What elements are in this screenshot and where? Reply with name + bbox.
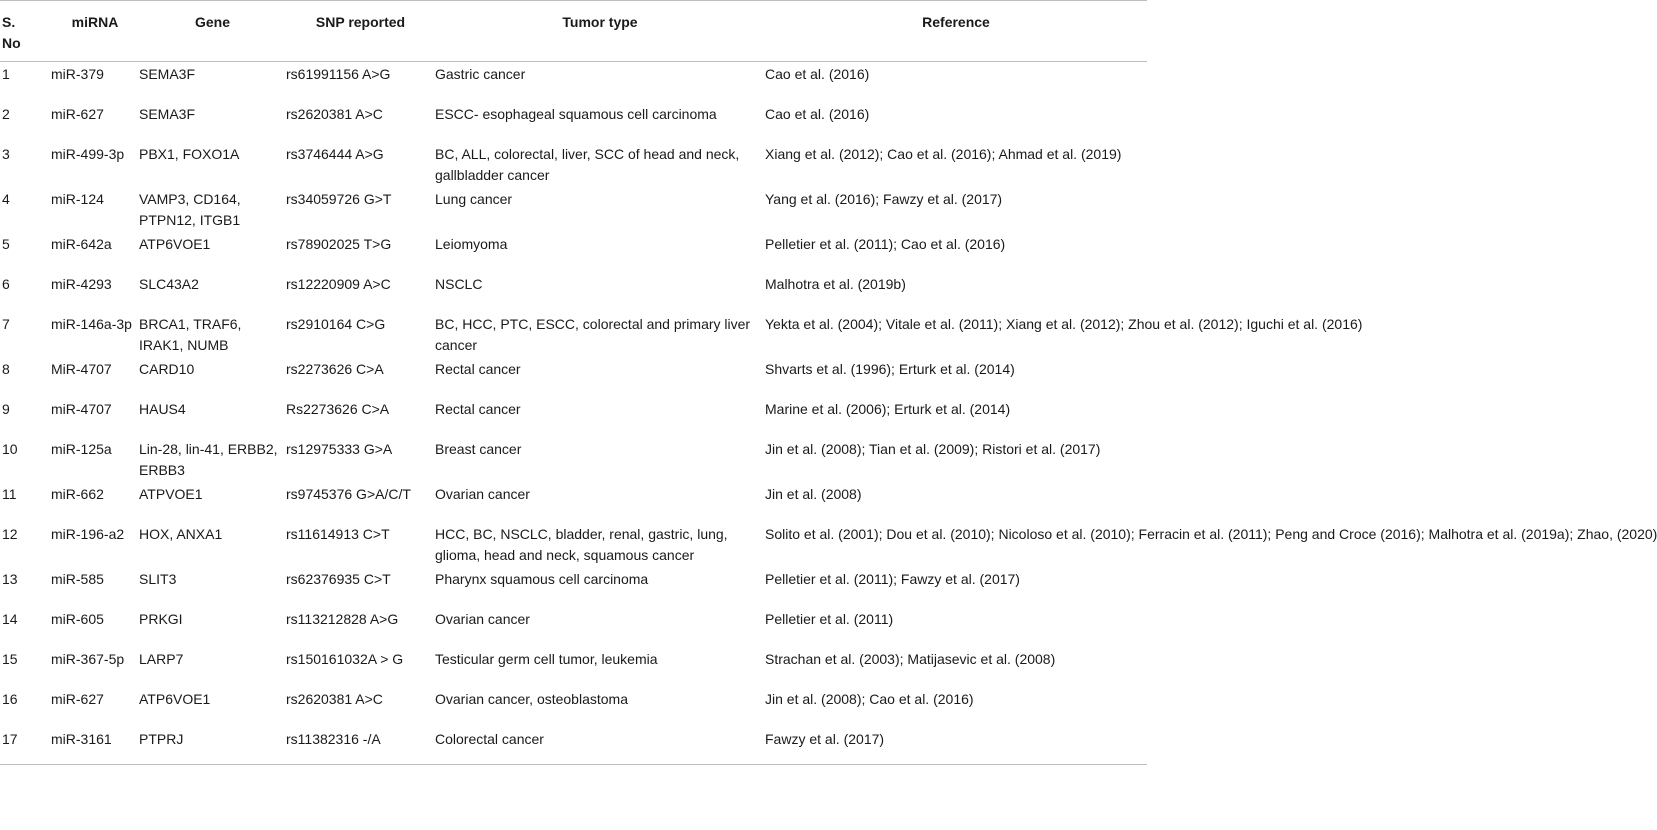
reference-cell: Pelletier et al. (2011); Fawzy et al. (2017) xyxy=(765,570,1020,587)
snp-cell: rs3746444 A>G xyxy=(286,145,384,162)
mirna-cell: miR-379 xyxy=(51,66,104,82)
mirna-cell: miR-499-3p xyxy=(51,145,125,162)
table-row xyxy=(0,232,1147,272)
table-row xyxy=(0,272,1147,312)
sno-cell: 8 xyxy=(2,360,10,377)
mirna-cell: miR-367-5p xyxy=(51,650,125,667)
reference-cell: Yang et al. (2016); Fawzy et al. (2017) xyxy=(765,190,1003,207)
table-row xyxy=(0,102,1147,142)
sno-cell: 13 xyxy=(2,570,18,587)
table-row xyxy=(0,687,1147,727)
mirna-cell: miR-124 xyxy=(51,190,104,207)
sno-cell: 5 xyxy=(2,235,10,252)
table-row xyxy=(0,62,1147,102)
tumor-type-cell: ESCC- esophageal squamous cell carcinoma xyxy=(435,105,717,122)
reference-cell: Marine et al. (2006); Erturk et al. (2014) xyxy=(765,400,1011,417)
mirna-cell: miR-642a xyxy=(51,235,112,252)
mirna-cell: miR-585 xyxy=(51,570,104,587)
table-row xyxy=(0,357,1147,397)
reference-cell: Cao et al. (2016) xyxy=(765,66,870,82)
reference-cell: Fawzy et al. (2017) xyxy=(765,730,885,747)
gene-cell: BRCA1, TRAF6, IRAK1, NUMB xyxy=(139,315,242,353)
header-reference: Reference xyxy=(922,14,990,30)
gene-cell: HAUS4 xyxy=(139,400,186,417)
table-row xyxy=(0,607,1147,647)
mirna-cell: miR-196-a2 xyxy=(51,525,125,542)
sno-cell: 11 xyxy=(2,485,17,502)
gene-cell: HOX, ANXA1 xyxy=(139,525,223,542)
reference-cell: Jin et al. (2008); Cao et al. (2016) xyxy=(765,690,974,707)
tumor-type-cell: Breast cancer xyxy=(435,440,522,457)
table-row xyxy=(0,482,1147,522)
table-row xyxy=(0,397,1147,437)
header-tumor-type: Tumor type xyxy=(562,14,638,30)
tumor-type-cell: HCC, BC, NSCLC, bladder, renal, gastric, lung, glioma, head and neck, squamous cancer xyxy=(435,525,728,563)
tumor-type-cell: Colorectal cancer xyxy=(435,730,544,747)
snp-cell: rs78902025 T>G xyxy=(286,235,392,252)
sno-cell: 3 xyxy=(2,145,10,162)
gene-cell: SLIT3 xyxy=(139,570,177,587)
mirna-cell: miR-4707 xyxy=(51,400,112,417)
tumor-type-cell: Ovarian cancer, osteoblastoma xyxy=(435,690,628,707)
sno-cell: 10 xyxy=(2,440,18,457)
tumor-type-cell: NSCLC xyxy=(435,275,483,292)
reference-cell: Jin et al. (2008); Tian et al. (2009); Ristori et al. (2017) xyxy=(765,440,1101,457)
snp-cell: rs61991156 A>G xyxy=(286,66,391,82)
sno-cell: 7 xyxy=(2,315,10,332)
snp-cell: rs2273626 C>A xyxy=(286,360,384,377)
tumor-type-cell: Rectal cancer xyxy=(435,400,521,417)
reference-cell: Pelletier et al. (2011) xyxy=(765,610,894,627)
gene-cell: VAMP3, CD164, PTPN12, ITGB1 xyxy=(139,190,241,228)
mirna-cell: miR-627 xyxy=(51,105,104,122)
gene-cell: PTPRJ xyxy=(139,730,184,747)
mirna-cell: miR-627 xyxy=(51,690,104,707)
snp-cell: rs11614913 C>T xyxy=(286,525,390,542)
tumor-type-cell: Lung cancer xyxy=(435,190,513,207)
table-header xyxy=(0,1,1147,62)
gene-cell: Lin-28, lin-41, ERBB2, ERBB3 xyxy=(139,440,278,478)
tumor-type-cell: Gastric cancer xyxy=(435,66,526,82)
mirna-cell: miR-125a xyxy=(51,440,112,457)
gene-cell: ATP6VOE1 xyxy=(139,235,211,252)
sno-cell: 2 xyxy=(2,105,10,122)
header-snp: SNP reported xyxy=(315,14,406,30)
snp-cell: rs2620381 A>C xyxy=(286,105,383,122)
sno-cell: 12 xyxy=(2,525,18,542)
tumor-type-cell: Testicular germ cell tumor, leukemia xyxy=(435,650,658,667)
mirna-cell: MiR-4707 xyxy=(51,360,112,377)
reference-cell: Malhotra et al. (2019b) xyxy=(765,275,906,292)
mirna-cell: miR-146a-3p xyxy=(51,315,132,332)
tumor-type-cell: Ovarian cancer xyxy=(435,485,530,502)
table-body xyxy=(0,62,1657,765)
reference-cell: Cao et al. (2016) xyxy=(765,105,870,122)
sno-cell: 17 xyxy=(2,730,18,747)
table-row xyxy=(0,437,1147,482)
gene-cell: ATPVOE1 xyxy=(139,485,203,502)
sno-cell: 14 xyxy=(2,610,18,627)
snp-cell: Rs2273626 C>A xyxy=(286,400,390,417)
reference-cell: Solito et al. (2001); Dou et al. (2010); Nicoloso et al. (2010); Ferracin et al. (2011); Peng and Croce (2016); Malhotra et al. (2019a); Zhao, (2020) xyxy=(765,525,1657,542)
table-row xyxy=(0,647,1147,687)
gene-cell: SEMA3F xyxy=(139,105,196,122)
tumor-type-cell: Rectal cancer xyxy=(435,360,521,377)
sno-cell: 1 xyxy=(2,66,10,82)
gene-cell: SLC43A2 xyxy=(139,275,199,292)
snp-cell: rs62376935 C>T xyxy=(286,570,391,587)
mirna-cell: miR-3161 xyxy=(51,730,112,747)
snp-cell: rs150161032A > G xyxy=(286,650,404,667)
header-mirna: miRNA xyxy=(71,14,119,30)
reference-cell: Yekta et al. (2004); Vitale et al. (2011); Xiang et al. (2012); Zhou et al. (2012); Iguchi et al. (2016) xyxy=(765,315,1363,332)
snp-cell: rs9745376 G>A/C/T xyxy=(286,485,411,502)
header-sno: S. No xyxy=(2,14,21,51)
sno-cell: 9 xyxy=(2,400,10,417)
snp-cell: rs12220909 A>C xyxy=(286,275,391,292)
gene-cell: PBX1, FOXO1A xyxy=(139,145,240,162)
tumor-type-cell: BC, ALL, colorectal, liver, SCC of head and neck, gallbladder cancer xyxy=(435,145,740,183)
table-row xyxy=(0,312,1147,357)
mirna-cell: miR-605 xyxy=(51,610,104,627)
gene-cell: ATP6VOE1 xyxy=(139,690,211,707)
table-row xyxy=(0,567,1147,607)
sno-cell: 16 xyxy=(2,690,18,707)
snp-cell: rs113212828 A>G xyxy=(286,610,399,627)
reference-cell: Xiang et al. (2012); Cao et al. (2016); Ahmad et al. (2019) xyxy=(765,145,1122,162)
sno-cell: 4 xyxy=(2,190,10,207)
table-row xyxy=(0,187,1147,232)
snp-cell: rs2620381 A>C xyxy=(286,690,383,707)
snp-cell: rs12975333 G>A xyxy=(286,440,393,457)
table-row xyxy=(0,727,1147,765)
snp-cell: rs34059726 G>T xyxy=(286,190,392,207)
snp-cell: rs11382316 -/A xyxy=(286,730,381,747)
reference-cell: Shvarts et al. (1996); Erturk et al. (2014) xyxy=(765,360,1015,377)
reference-cell: Strachan et al. (2003); Matijasevic et al. (2008) xyxy=(765,650,1056,667)
header-row xyxy=(0,1,1147,62)
tumor-type-cell: Ovarian cancer xyxy=(435,610,530,627)
table-row xyxy=(0,522,1147,567)
tumor-type-cell: Pharynx squamous cell carcinoma xyxy=(435,570,649,587)
gene-cell: CARD10 xyxy=(139,360,195,377)
reference-cell: Jin et al. (2008) xyxy=(765,485,862,502)
tumor-type-cell: Leiomyoma xyxy=(435,235,508,252)
gene-cell: SEMA3F xyxy=(139,66,196,82)
table-row xyxy=(0,142,1147,187)
mirna-cell: miR-662 xyxy=(51,485,104,502)
snp-cell: rs2910164 C>G xyxy=(286,315,386,332)
gene-cell: LARP7 xyxy=(139,650,184,667)
header-gene: Gene xyxy=(194,14,230,30)
gene-cell: PRKGI xyxy=(139,610,183,627)
sno-cell: 6 xyxy=(2,275,10,292)
mirna-cell: miR-4293 xyxy=(51,275,112,292)
sno-cell: 15 xyxy=(2,650,18,667)
reference-cell: Pelletier et al. (2011); Cao et al. (2016) xyxy=(765,235,1006,252)
tumor-type-cell: BC, HCC, PTC, ESCC, colorectal and primary liver cancer xyxy=(435,315,751,353)
